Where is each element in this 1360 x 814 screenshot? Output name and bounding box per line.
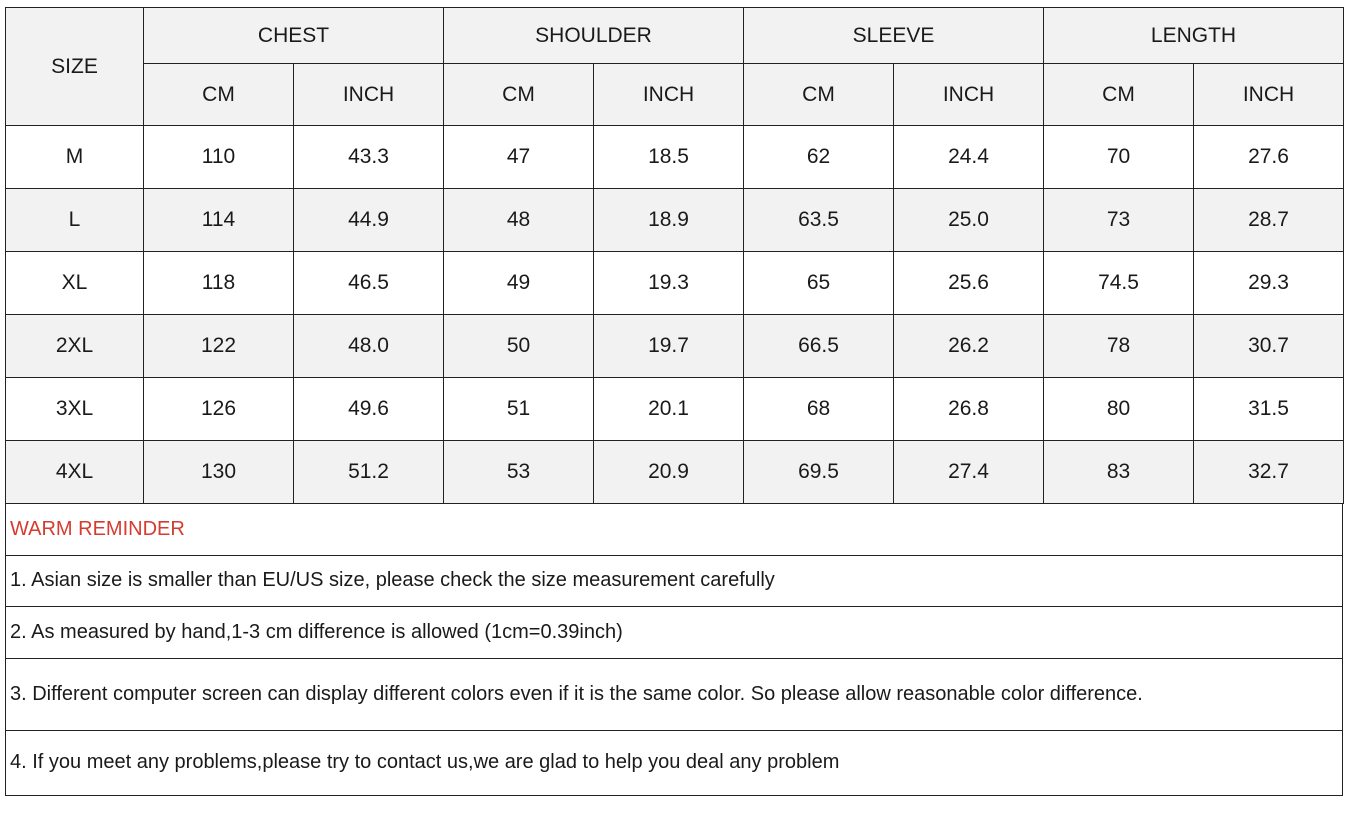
value-cell: 43.3	[294, 126, 444, 189]
value-cell: 46.5	[294, 252, 444, 315]
value-cell: 20.1	[594, 378, 744, 441]
value-cell: 65	[744, 252, 894, 315]
value-cell: 50	[444, 315, 594, 378]
value-cell: 51.2	[294, 441, 444, 504]
header-group-row	[6, 8, 1344, 64]
value-cell: 83	[1044, 441, 1194, 504]
table-row	[6, 315, 1344, 378]
value-cell: 29.3	[1194, 252, 1344, 315]
group-header-length: LENGTH	[1044, 8, 1344, 64]
unit-header: CM	[144, 64, 294, 126]
unit-header: INCH	[594, 64, 744, 126]
table-row	[6, 126, 1344, 189]
value-cell: 27.4	[894, 441, 1044, 504]
value-cell: 18.9	[594, 189, 744, 252]
value-cell: 44.9	[294, 189, 444, 252]
size-cell: 3XL	[6, 378, 144, 441]
value-cell: 19.7	[594, 315, 744, 378]
unit-header: INCH	[294, 64, 444, 126]
value-cell: 62	[744, 126, 894, 189]
value-cell: 114	[144, 189, 294, 252]
size-cell: 4XL	[6, 441, 144, 504]
reminder-note: 2. As measured by hand,1-3 cm difference is allowed (1cm=0.39inch)	[6, 606, 1343, 658]
unit-header: CM	[744, 64, 894, 126]
value-cell: 27.6	[1194, 126, 1344, 189]
value-cell: 32.7	[1194, 441, 1344, 504]
value-cell: 110	[144, 126, 294, 189]
group-header-shoulder: SHOULDER	[444, 8, 744, 64]
size-cell: 2XL	[6, 315, 144, 378]
size-cell: L	[6, 189, 144, 252]
value-cell: 73	[1044, 189, 1194, 252]
value-cell: 48	[444, 189, 594, 252]
value-cell: 68	[744, 378, 894, 441]
value-cell: 63.5	[744, 189, 894, 252]
reminder-title: WARM REMINDER	[6, 503, 1343, 555]
value-cell: 126	[144, 378, 294, 441]
value-cell: 66.5	[744, 315, 894, 378]
value-cell: 26.8	[894, 378, 1044, 441]
unit-header: INCH	[894, 64, 1044, 126]
size-cell: XL	[6, 252, 144, 315]
size-cell: M	[6, 126, 144, 189]
unit-header: CM	[444, 64, 594, 126]
table-row	[6, 378, 1344, 441]
reminder-note: 4. If you meet any problems,please try to contact us,we are glad to help you deal any problem	[6, 730, 1343, 795]
value-cell: 69.5	[744, 441, 894, 504]
value-cell: 53	[444, 441, 594, 504]
group-header-chest: CHEST	[144, 8, 444, 64]
value-cell: 26.2	[894, 315, 1044, 378]
header-unit-row	[6, 64, 1344, 126]
value-cell: 20.9	[594, 441, 744, 504]
table-row	[6, 189, 1344, 252]
value-cell: 74.5	[1044, 252, 1194, 315]
value-cell: 49	[444, 252, 594, 315]
reminder-note: 3. Different computer screen can display different colors even if it is the same color. So please allow reasonable color difference.	[6, 658, 1343, 730]
value-cell: 28.7	[1194, 189, 1344, 252]
value-cell: 19.3	[594, 252, 744, 315]
group-header-sleeve: SLEEVE	[744, 8, 1044, 64]
value-cell: 51	[444, 378, 594, 441]
value-cell: 47	[444, 126, 594, 189]
size-chart	[5, 7, 1343, 796]
value-cell: 78	[1044, 315, 1194, 378]
value-cell: 130	[144, 441, 294, 504]
value-cell: 48.0	[294, 315, 444, 378]
value-cell: 80	[1044, 378, 1194, 441]
value-cell: 18.5	[594, 126, 744, 189]
table-row	[6, 252, 1344, 315]
reminder-notes	[5, 503, 1343, 796]
size-table	[5, 7, 1344, 504]
value-cell: 24.4	[894, 126, 1044, 189]
value-cell: 118	[144, 252, 294, 315]
table-row	[6, 441, 1344, 504]
value-cell: 49.6	[294, 378, 444, 441]
value-cell: 25.6	[894, 252, 1044, 315]
value-cell: 25.0	[894, 189, 1044, 252]
value-cell: 31.5	[1194, 378, 1344, 441]
unit-header: CM	[1044, 64, 1194, 126]
value-cell: 70	[1044, 126, 1194, 189]
reminder-note: 1. Asian size is smaller than EU/US size, please check the size measurement carefully	[6, 555, 1343, 606]
unit-header: INCH	[1194, 64, 1344, 126]
size-header: SIZE	[6, 8, 144, 126]
value-cell: 122	[144, 315, 294, 378]
value-cell: 30.7	[1194, 315, 1344, 378]
